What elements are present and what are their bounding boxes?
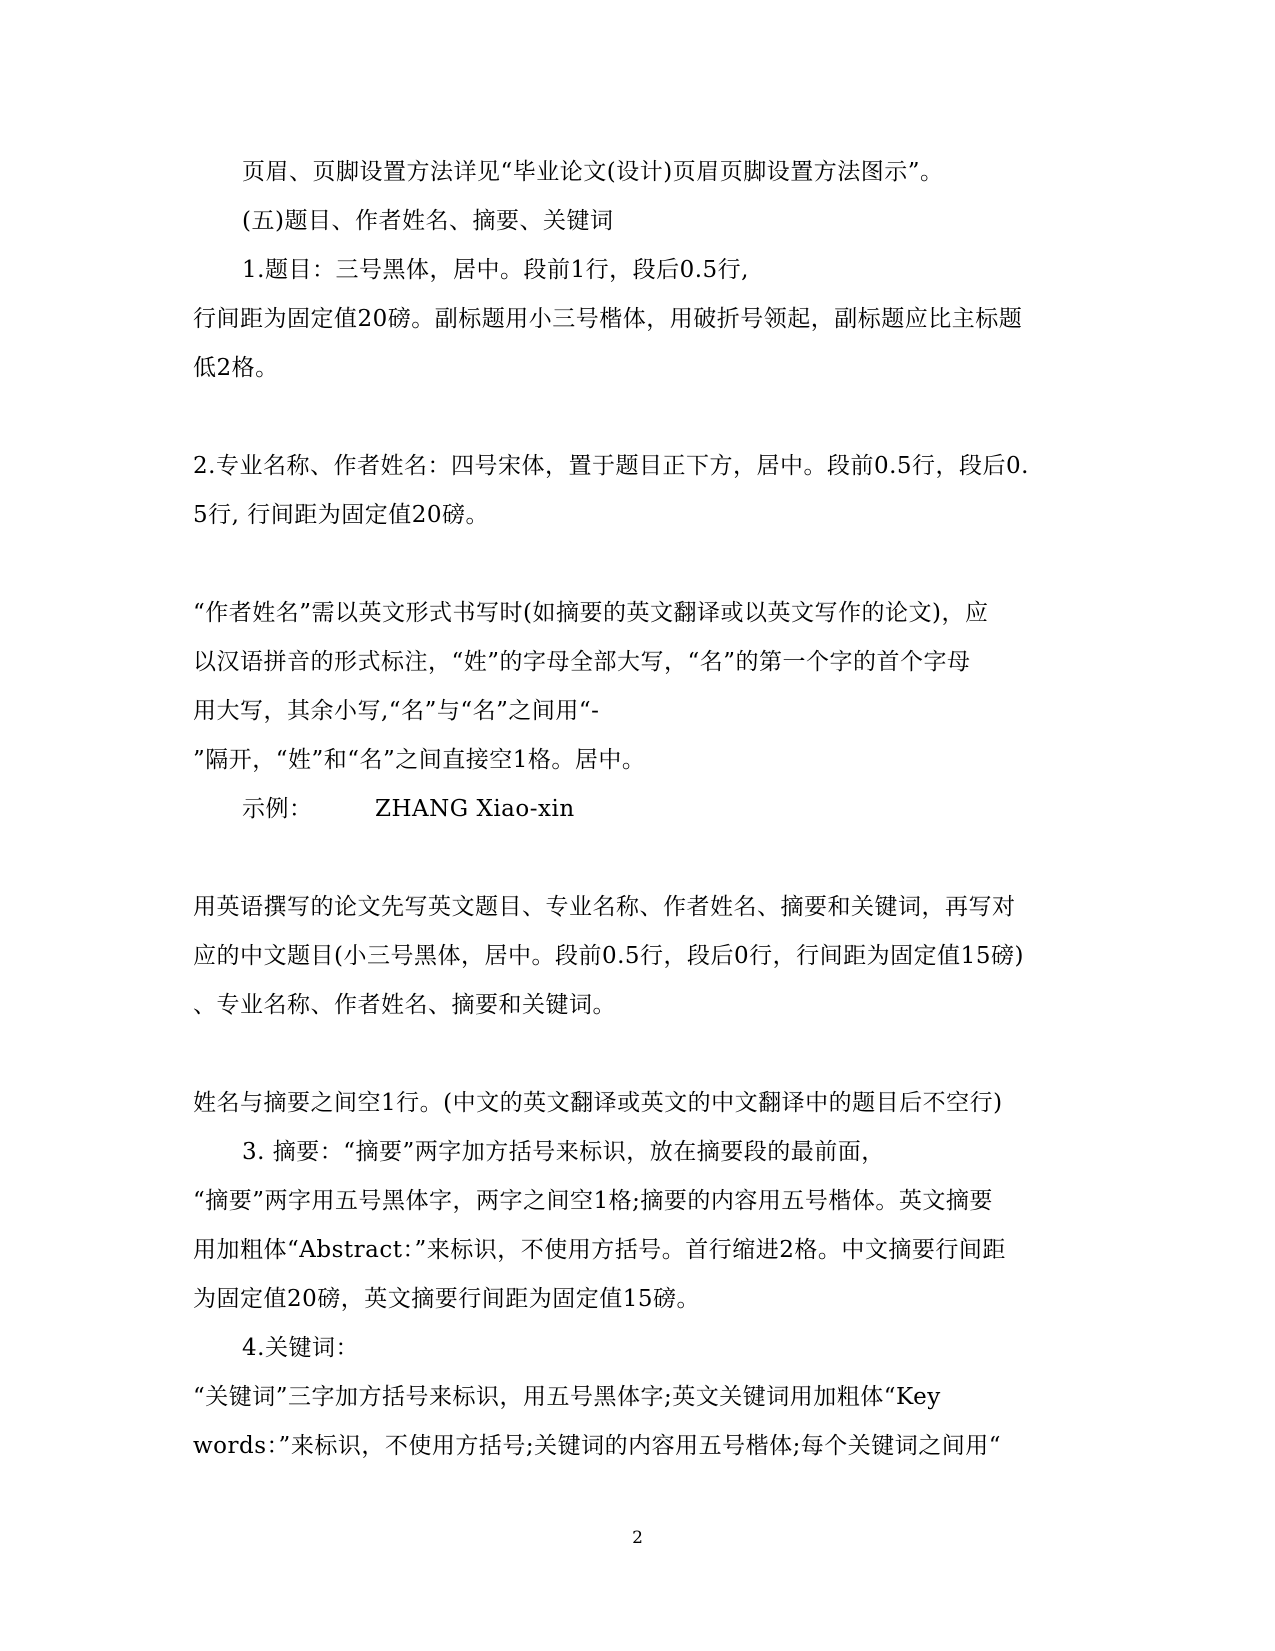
paragraph-line: 以汉语拼音的形式标注，“姓”的字母全部大写，“名”的第一个字的首个字母 (193, 649, 971, 675)
paragraph-line: “摘要”两字用五号黑体字，两字之间空1格;摘要的内容用五号楷体。英文摘要 (193, 1188, 993, 1214)
paragraph-line: 页眉、页脚设置方法详见“毕业论文(设计)页眉页脚设置方法图示”。 (242, 159, 944, 185)
section-heading: (五)题目、作者姓名、摘要、关键词 (242, 208, 614, 234)
paragraph-line: words：”来标识，不使用方括号;关键词的内容用五号楷体;每个关键词之间用“ (193, 1433, 1002, 1459)
paragraph-line: “关键词”三字加方括号来标识，用五号黑体字;英文关键词用加粗体“Key (193, 1384, 941, 1410)
paragraph-line: 4.关键词： (242, 1335, 359, 1361)
paragraph-line: 低2格。 (193, 355, 279, 381)
paragraph-line: 应的中文题目(小三号黑体，居中。段前0.5行，段后0行，行间距为固定值15磅) (193, 943, 1024, 969)
paragraph-line: 、专业名称、作者姓名、摘要和关键词。 (193, 992, 616, 1018)
paragraph-line: 5行, 行间距为固定值20磅。 (193, 502, 490, 528)
paragraph-line: 用英语撰写的论文先写英文题目、专业名称、作者姓名、摘要和关键词，再写对 (193, 894, 1016, 920)
paragraph-line: 2.专业名称、作者姓名：四号宋体，置于题目正下方，居中。段前0.5行，段后0. (193, 453, 1029, 479)
paragraph-line: 为固定值20磅，英文摘要行间距为固定值15磅。 (193, 1286, 701, 1312)
paragraph-line: 用大写，其余小写,“名”与“名”之间用“- (193, 698, 600, 724)
paragraph-line: 用加粗体“Abstract：”来标识，不使用方括号。首行缩进2格。中文摘要行间距 (193, 1237, 1006, 1263)
page-number: 2 (632, 1528, 643, 1548)
paragraph-line: 3. 摘要：“摘要”两字加方括号来标识，放在摘要段的最前面， (242, 1139, 885, 1165)
paragraph-line: 1.题目：三号黑体，居中。段前1行，段后0.5行, (242, 257, 749, 283)
example-line: 示例： ZHANG Xiao-xin (242, 796, 575, 822)
paragraph-line: 行间距为固定值20磅。副标题用小三号楷体，用破折号领起，副标题应比主标题 (193, 306, 1023, 332)
paragraph-line: ”隔开，“姓”和“名”之间直接空1格。居中。 (193, 747, 646, 773)
paragraph-line: 姓名与摘要之间空1行。(中文的英文翻译或英文的中文翻译中的题目后不空行) (193, 1090, 1003, 1116)
paragraph-line: “作者姓名”需以英文形式书写时(如摘要的英文翻译或以英文写作的论文)，应 (193, 600, 989, 626)
